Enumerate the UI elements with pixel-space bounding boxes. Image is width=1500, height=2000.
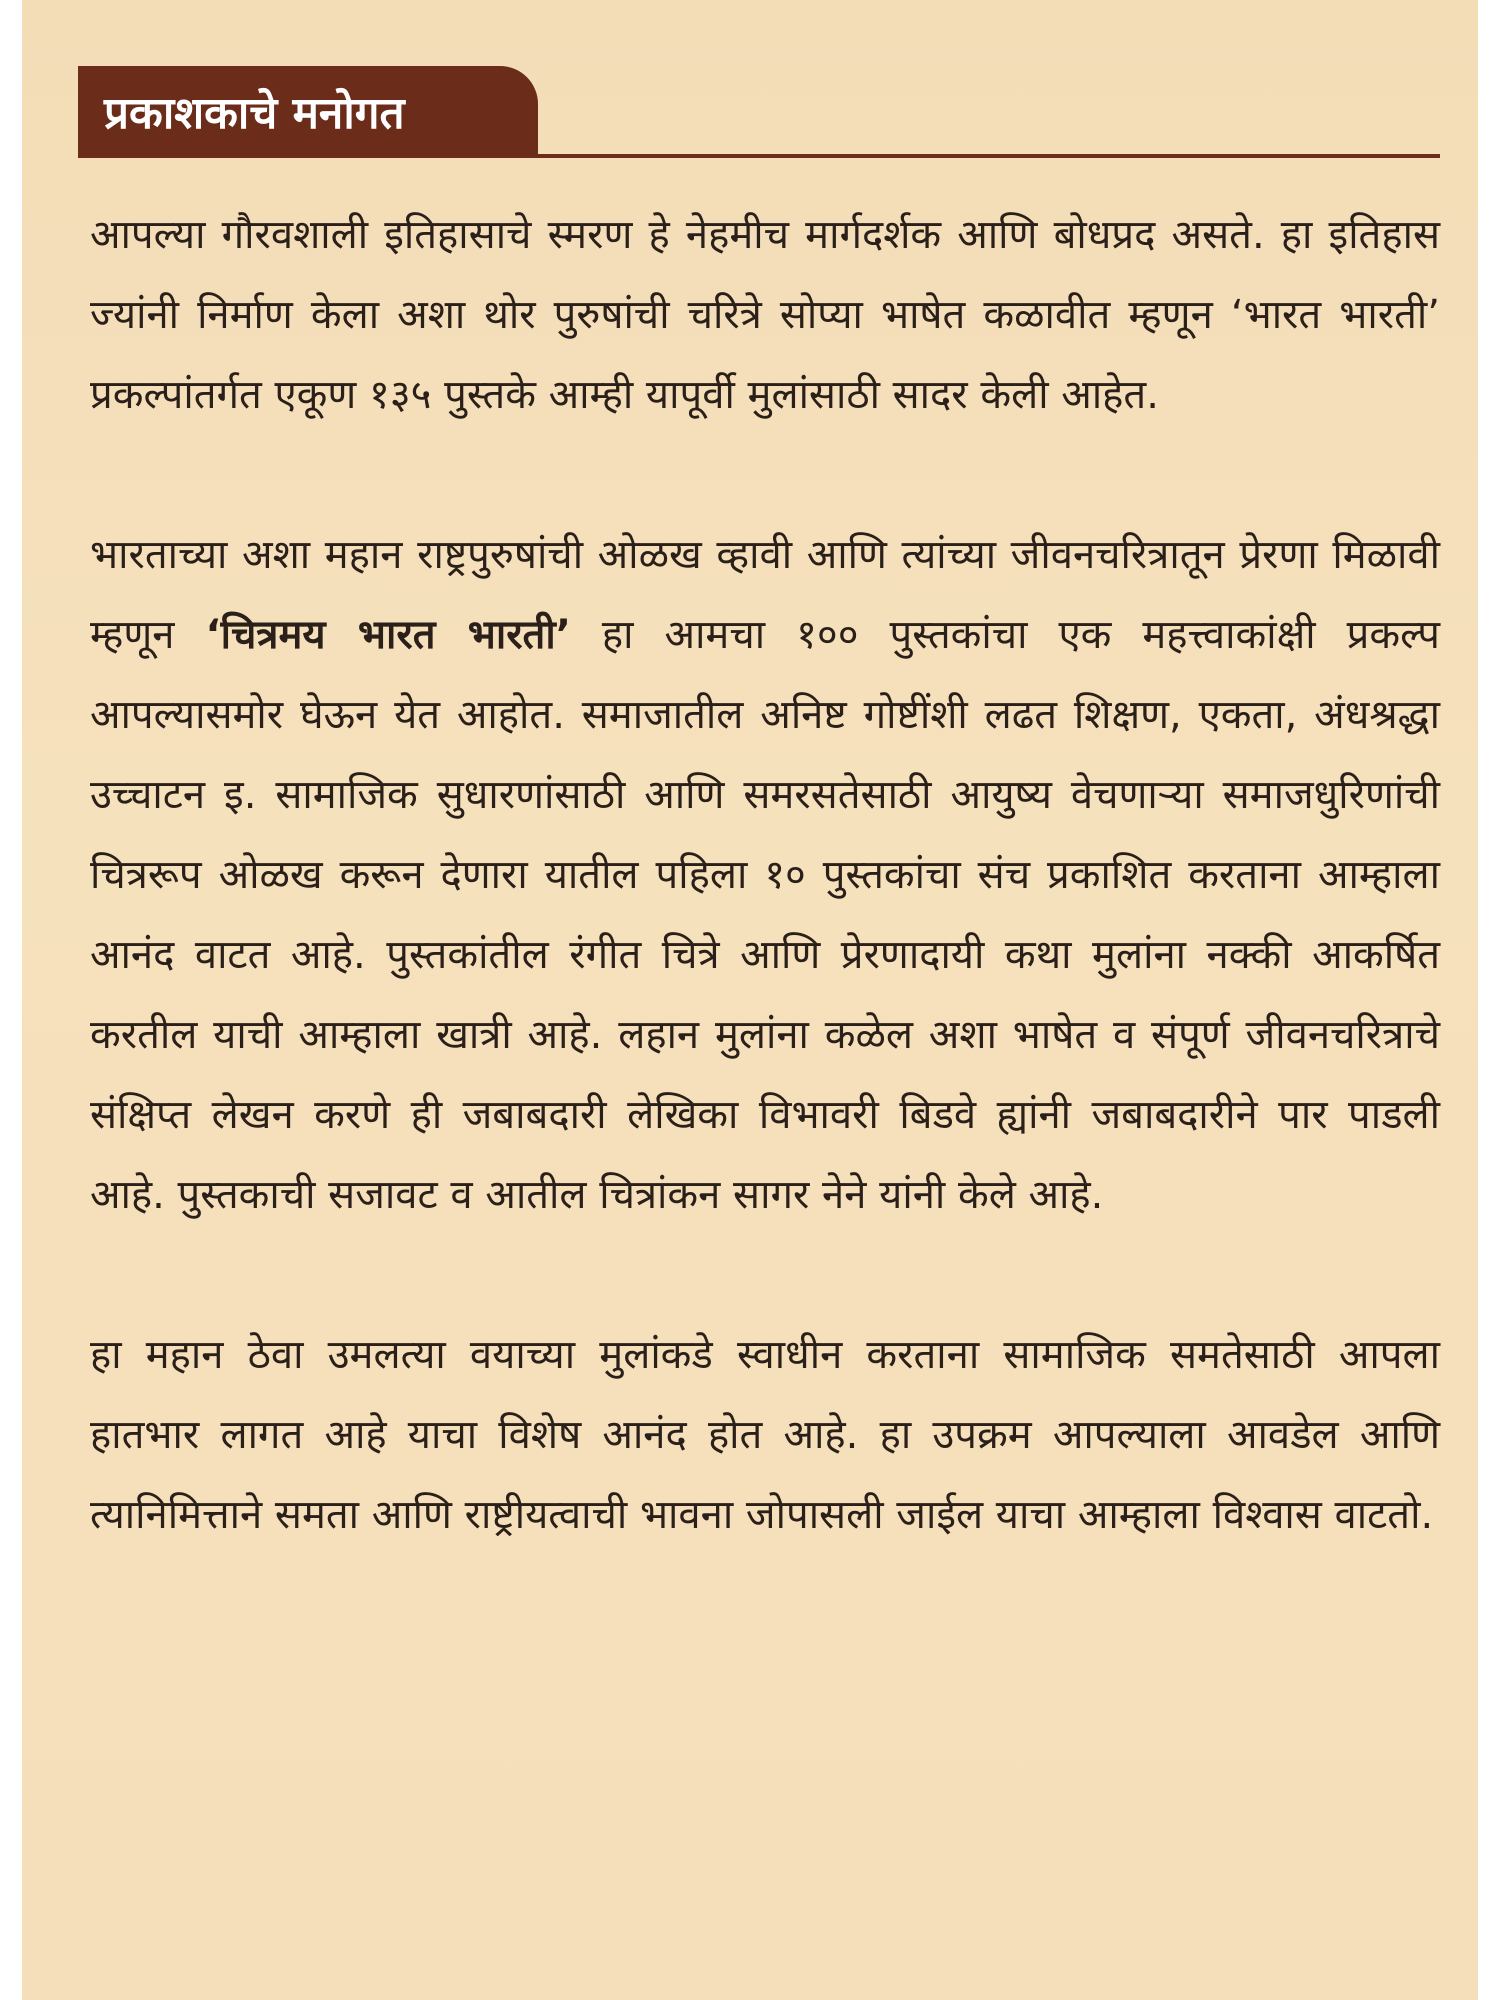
project-name-emphasis: ‘चित्रमय भारत भारती’: [205, 612, 571, 658]
paragraph-2-text-end: हा आमचा १०० पुस्तकांचा एक महत्त्वाकांक्षी प्रकल्प आपल्यासमोर घेऊन येत आहोत. समाजातील अनिष्ट गोष्टींशी लढत शिक्षण, एकता, अंधश्रद्धा उच्चाटन इ. सामाजिक सुधारणांसाठी आणि समरसतेसाठी आयुष्य वेचणाऱ्या समाजधुरिणांची चित्ररूप ओळख करून देणारा यातील पहिला १० पुस्तकांचा संच प्रकाशित करताना आम्हाला आनंद वाटत आहे. पुस्तकांतील रंगीत चित्रे आणि प्रेरणादायी कथा मुलांना नक्की आकर्षित करतील याची आम्हाला खात्री आहे. लहान मुलांना कळेल अशा भाषेत व संपूर्ण जीवनचरित्राचे संक्षिप्त लेखन करणे ही जबाबदारी लेखिका विभावरी बिडवे ह्यांनी जबाबदारीने पार पाडली आहे. पुस्तकाची सजावट व आतील चित्रांकन सागर नेने यांनी केले आहे.: [90, 612, 1441, 1218]
header-underline: [78, 154, 1440, 158]
header-tab: [78, 66, 538, 156]
publisher-note-text: [90, 195, 1440, 1555]
section-header: [78, 66, 1440, 160]
paragraph-1: आपल्या गौरवशाली इतिहासाचे स्मरण हे नेहमीच मार्गदर्शक आणि बोधप्रद असते. हा इतिहास ज्यांनी निर्माण केला अशा थोर पुरुषांची चरित्रे सोप्या भाषेत कळावीत म्हणून ‘भारत भारती’ प्रकल्पांतर्गत एकूण १३५ पुस्तके आम्ही यापूर्वी मुलांसाठी सादर केली आहेत.: [90, 212, 1440, 418]
paragraph-2-text-start: भारताच्या अशा महान राष्ट्रपुरुषांची ओळख व्हावी आणि त्यांच्या जीवनचरित्रातून प्रेरणा मिळावी म्हणून: [90, 532, 1440, 658]
book-page: [22, 0, 1478, 2000]
paragraph-2: [90, 515, 1440, 1235]
page-title: प्रकाशकाचे मनोगत: [104, 88, 405, 139]
paragraph-3: हा महान ठेवा उमलत्या वयाच्या मुलांकडे स्वाधीन करताना सामाजिक समतेसाठी आपला हातभार लागत आहे याचा विशेष आनंद होत आहे. हा उपक्रम आपल्याला आवडेल आणि त्यानिमित्ताने समता आणि राष्ट्रीयत्वाची भावना जोपासली जाईल याचा आम्हाला विश्वास वाटतो.: [90, 1332, 1440, 1538]
